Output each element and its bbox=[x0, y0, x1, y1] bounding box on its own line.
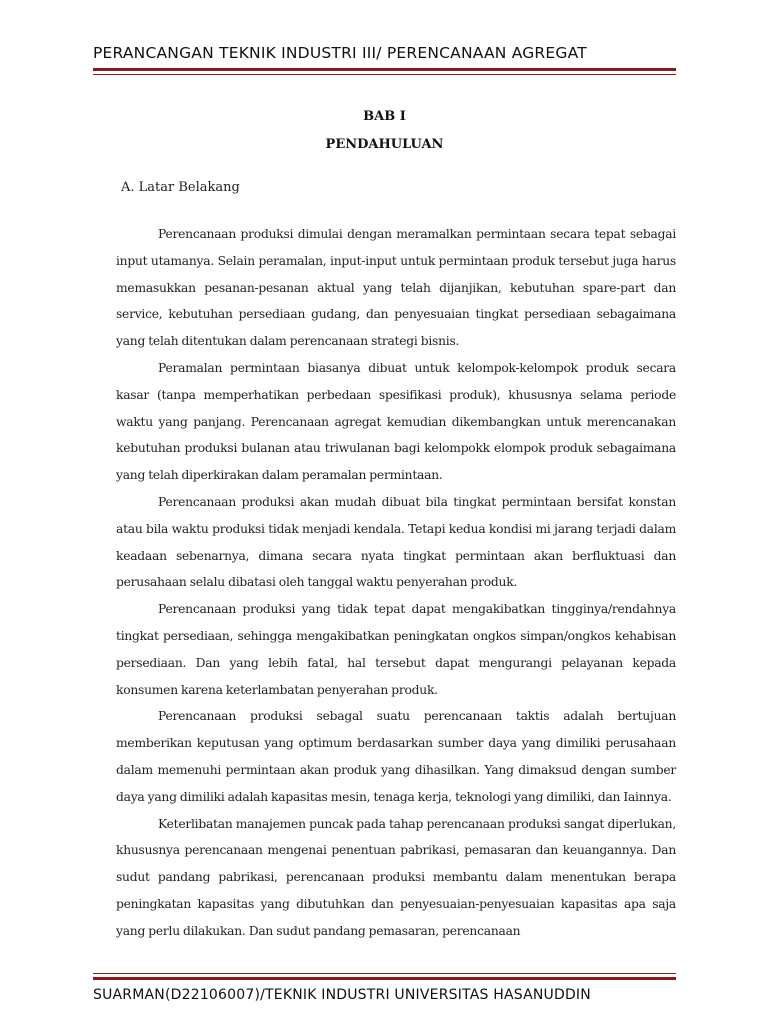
paragraph: Perencanaan produksi akan mudah dibuat bila tingkat permintaan bersifat konstan atau bila waktu produksi tidak menjadi kendala. Tetapi kedua kondisi mi jarang terjadi dalam keadaan sebenarnya, dimana secara nyata tingkat permintaan akan berfluktuasi dan perusahaan selalu dibatasi oleh tanggal waktu penyerahan produk. bbox=[116, 494, 676, 590]
paragraph: Peramalan permintaan biasanya dibuat untuk kelompok-kelompok produk secara kasar (tanpa memperhatikan perbedaan spesifikasi produk), khususnya selama periode waktu yang panjang. Perencanaan agregat kemudian dikembangkan untuk merencanakan kebutuhan produksi bulanan atau triwulanan bagi kelompokk elompok produk sebagaimana yang telah diperkirakan dalam peramalan permintaan. bbox=[116, 360, 676, 483]
paragraph: Perencanaan produksi dimulai dengan meramalkan permintaan secara tepat sebagai input utamanya. Selain peramalan, input-input untuk permintaan produk tersebut juga harus memasukkan pesanan-pesanan aktual yang telah dijanjikan, kebutuhan spare-part dan service, kebutuhan persediaan gudang, dan penyesuaian tingkat persediaan sebagaimana yang telah ditentukan dalam perencanaan strategi bisnis. bbox=[116, 227, 676, 349]
header-rule-thin bbox=[93, 74, 676, 75]
chapter-number: BAB I bbox=[363, 109, 406, 124]
paragraph: Perencanaan produksi sebagal suatu perencanaan taktis adalah bertujuan memberikan keputusan yang optimum berdasarkan sumber daya yang dimiliki perusahaan dalam memenuhi permintaan akan produk yang dihasilkan. Yang dimaksud dengan sumber daya yang dimiliki adalah kapasitas mesin, tenaga kerja, teknologi yang dimiliki, dan Iainnya. bbox=[116, 709, 676, 804]
header-title-part2: PERENCANAAN AGREGAT bbox=[381, 44, 587, 62]
body-text bbox=[116, 221, 676, 945]
header-rule-thick bbox=[93, 68, 676, 71]
section-heading: A. Latar Belakang bbox=[121, 180, 240, 195]
chapter-title: PENDAHULUAN bbox=[325, 137, 444, 152]
footer-rule-thick bbox=[93, 977, 676, 980]
running-header bbox=[93, 44, 683, 62]
running-footer: SUARMAN(D22106007)/TEKNIK INDUSTRI UNIVERSITAS HASANUDDIN bbox=[93, 987, 591, 1003]
paragraph: Keterlibatan manajemen puncak pada tahap perencanaan produksi sangat diperlukan, khususnya perencanaan mengenai penentuan pabrikasi, pemasaran dan keuangannya. Dan sudut pandang pabrikasi, perencanaan produksi membantu dalam menentukan berapa peningkatan kapasitas yang dibutuhkan dan penyesuaian-penyesuaian kapasitas apa saja yang perlu dilakukan. Dan sudut pandang pemasaran, perencanaan bbox=[116, 816, 676, 938]
header-title-part1: PERANCANGAN TEKNIK INDUSTRI III/ bbox=[93, 44, 382, 62]
footer-rule-thin bbox=[93, 973, 676, 974]
paragraph: Perencanaan produksi yang tidak tepat dapat mengakibatkan tingginya/rendahnya tingkat persediaan, sehingga mengakibatkan peningkatan ongkos simpan/ongkos kehabisan persediaan. Dan yang lebih fatal, hal tersebut dapat mengurangi pelayanan kepada konsumen karena keterlambatan penyerahan produk. bbox=[116, 602, 676, 697]
